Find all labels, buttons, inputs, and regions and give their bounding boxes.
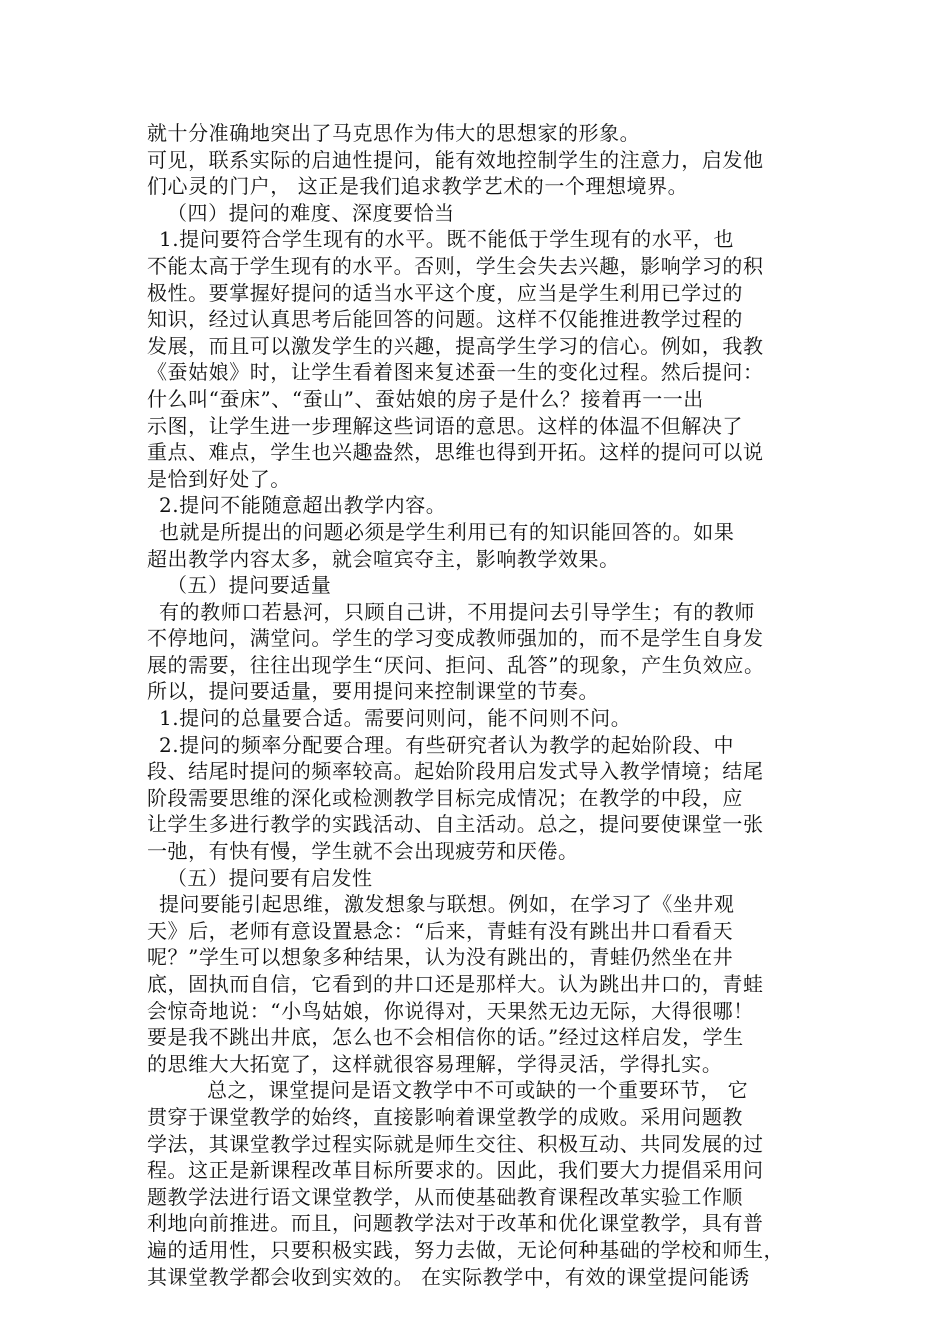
text-line: 提问要能引起思维，激发想象与联想。例如，在学习了《坐井观 bbox=[159, 892, 735, 917]
text-line: 2.提问的频率分配要合理。有些研究者认为教学的起始阶段、中 bbox=[159, 732, 735, 757]
text-line: 发展，而且可以激发学生的兴趣，提高学生学习的信心。例如，我教 bbox=[147, 333, 764, 358]
text-line: 就十分准确地突出了马克思作为伟大的思想家的形象。 bbox=[147, 121, 641, 145]
text-line: 们心灵的门户， 这正是我们追求教学艺术的一个理想境界。 bbox=[147, 174, 689, 199]
text-line: 是恰到好处了。 bbox=[147, 466, 291, 491]
text-line: 《蚕姑娘》时，让学生看着图来复述蚕一生的变化过程。然后提问： bbox=[147, 360, 764, 385]
text-line: 所以，提问要适量，要用提问来控制课堂的节奏。 bbox=[147, 679, 600, 704]
text-line: 不停地问，满堂问。学生的学习变成教师强加的，而不是学生自身发 bbox=[147, 626, 764, 651]
text-line: 会惊奇地说：“小鸟姑娘，你说得对，天果然无边无际，大得很哪！ bbox=[147, 998, 754, 1023]
document-body bbox=[147, 120, 807, 1290]
text-line: 1.提问要符合学生现有的水平。既不能低于学生现有的水平，也 bbox=[159, 227, 735, 252]
text-line: 段、结尾时提问的频率较高。起始阶段用启发式导入教学情境；结尾 bbox=[147, 759, 764, 784]
text-line: 让学生多进行教学的实践活动、自主活动。总之，提问要使课堂一张 bbox=[147, 812, 764, 837]
text-line: 2.提问不能随意超出教学内容。 bbox=[159, 493, 447, 518]
text-line: 重点、难点，学生也兴趣盎然，思维也得到开拓。这样的提问可以说 bbox=[147, 440, 764, 465]
text-line: 什么叫“蚕床”、“蚕山”、蚕姑娘的房子是什么？接着再一一出 bbox=[147, 386, 704, 411]
text-line: 学法，其课堂教学过程实际就是师生交往、积极互动、共同发展的过 bbox=[147, 1131, 764, 1156]
text-line: 一弛，有快有慢，学生就不会出现疲劳和厌倦。 bbox=[147, 839, 579, 864]
text-line: 题教学法进行语文课堂教学，从而使基础教育课程改革实验工作顺 bbox=[147, 1184, 743, 1209]
text-line: 可见，联系实际的启迪性提问，能有效地控制学生的注意力，启发他 bbox=[147, 147, 764, 172]
text-line: 的思维大大拓宽了，这样就很容易理解，学得灵活，学得扎实。 bbox=[147, 1051, 723, 1076]
text-line: 呢？”学生可以想象多种结果，认为没有跳出的，青蛙仍然坐在井 bbox=[147, 945, 734, 970]
text-line: 底，固执而自信，它看到的井口还是那样大。认为跳出井口的，青蛙 bbox=[147, 972, 764, 996]
section-heading: （五）提问要有启发性 bbox=[167, 865, 373, 890]
text-line: 也就是所提出的问题必须是学生利用已有的知识能回答的。如果 bbox=[159, 519, 735, 544]
text-line: 1.提问的总量要合适。需要问则问，能不问则不问。 bbox=[159, 706, 632, 731]
text-line: 展的需要，往往出现学生“厌问、拒问、乱答”的现象，产生负效应。 bbox=[147, 652, 765, 677]
text-line: 要是我不跳出井底，怎么也不会相信你的话。”经过这样启发，学生 bbox=[147, 1025, 744, 1050]
text-line: 贯穿于课堂教学的始终，直接影响着课堂教学的成败。采用问题教 bbox=[147, 1104, 743, 1129]
text-line: 遍的适用性，只要积极实践，努力去做，无论何种基础的学校和师生， bbox=[147, 1237, 785, 1262]
text-line: 阶段需要思维的深化或检测教学目标完成情况；在教学的中段，应 bbox=[147, 785, 743, 810]
text-line: 天》后，老师有意设置悬念：“后来，青蛙有没有跳出井口看看天 bbox=[147, 918, 734, 943]
section-heading: （四）提问的难度、深度要恰当 bbox=[167, 200, 455, 225]
text-line: 总之，课堂提问是语文教学中不可或缺的一个重要环节， 它 bbox=[207, 1078, 749, 1103]
text-line: 不能太高于学生现有的水平。否则，学生会失去兴趣，影响学习的积 bbox=[147, 253, 764, 278]
text-line: 超出教学内容太多，就会喧宾夺主，影响教学效果。 bbox=[147, 546, 620, 571]
text-line: 有的教师口若悬河，只顾自己讲，不用提问去引导学生；有的教师 bbox=[159, 599, 755, 624]
section-heading: （五）提问要适量 bbox=[167, 573, 332, 598]
text-line: 极性。要掌握好提问的适当水平这个度，应当是学生利用已学过的 bbox=[147, 280, 743, 305]
text-line: 程。这正是新课程改革目标所要求的。因此，我们要大力提倡采用问 bbox=[147, 1158, 764, 1183]
text-line: 示图，让学生进一步理解这些词语的意思。这样的体温不但解决了 bbox=[147, 413, 743, 438]
text-line: 利地向前推进。而且，问题教学法对于改革和优化课堂教学，具有普 bbox=[147, 1211, 764, 1236]
text-line: 其课堂教学都会收到实效的。 在实际教学中，有效的课堂提问能诱 bbox=[147, 1264, 750, 1289]
text-line: 知识，经过认真思考后能回答的问题。这样不仅能推进教学过程的 bbox=[147, 307, 743, 332]
